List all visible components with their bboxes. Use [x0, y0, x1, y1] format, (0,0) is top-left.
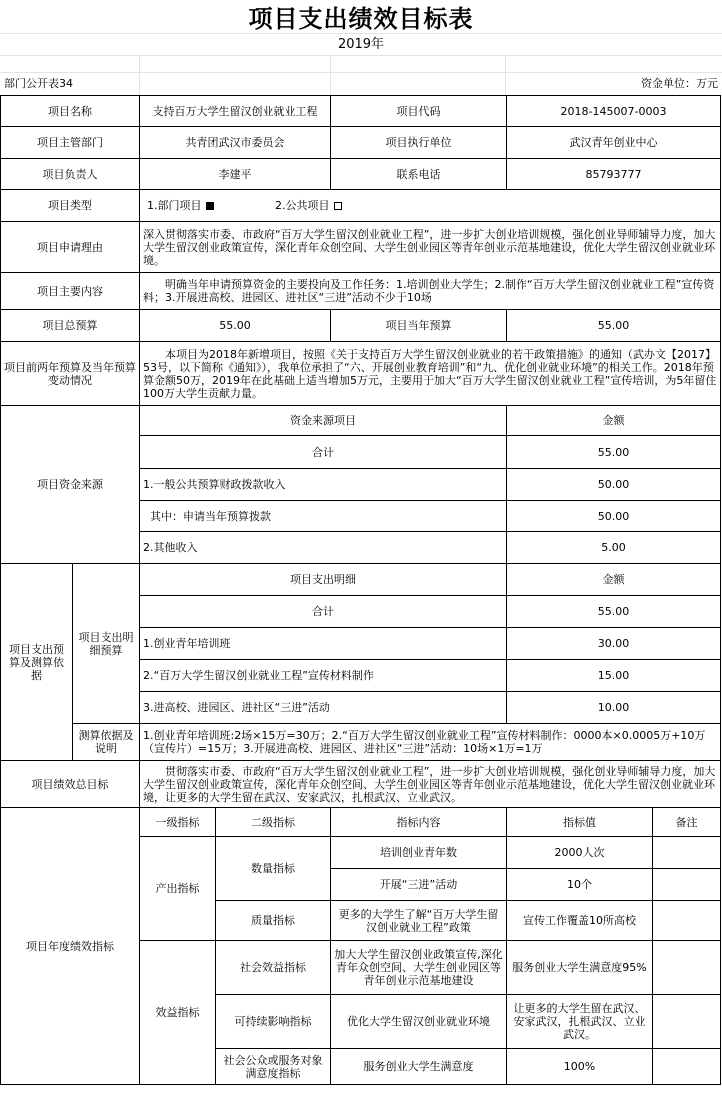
dept-table-number: 部门公开表34: [4, 77, 73, 90]
indicator-note[interactable]: [653, 901, 721, 941]
performance-table: [0, 95, 721, 1085]
current-budget-label: 项目当年预算: [331, 310, 507, 342]
perf-goal-value[interactable]: 贯彻落实市委、市政府“百万大学生留汉创业就业工程”，进一步扩大创业培训规模，强化创业导师辅导力度，加大大学生留汉创业政策宣传，深化青年众创空间、大学生创业园区等青年创业示范基地建设，优化大学生留汉创业就业环境，让更多的大学生留在武汉、安家武汉，扎根武汉、立业武汉。: [140, 761, 721, 808]
type-option-public: 2.公共项目: [275, 199, 330, 212]
current-budget-value[interactable]: 55.00: [507, 310, 721, 342]
expense-row-label: 1.创业青年培训班: [140, 628, 507, 660]
type-options: [140, 190, 721, 222]
dept-label: 项目主管部门: [1, 127, 140, 159]
funding-row-amount[interactable]: 55.00: [507, 436, 721, 469]
currency-unit: 资金单位：万元: [641, 77, 718, 90]
indicator-value[interactable]: 100%: [507, 1049, 653, 1085]
ind-header-note: 备注: [653, 808, 721, 837]
reason-label: 项目申请理由: [1, 222, 140, 273]
expense-row-label: 2.“百万大学生留汉创业就业工程”宣传材料制作: [140, 660, 507, 692]
expense-row-amount[interactable]: 30.00: [507, 628, 721, 660]
phone-label: 联系电话: [331, 159, 507, 190]
dept-project-checkbox[interactable]: [206, 202, 214, 210]
expense-row-amount[interactable]: 55.00: [507, 596, 721, 628]
indicator-content[interactable]: 加大大学生留汉创业政策宣传,深化青年众创空间、大学生创业园区等青年创业示范基地建设: [331, 941, 507, 995]
project-code-label: 项目代码: [331, 96, 507, 127]
page-title: 项目支出绩效目标表: [248, 5, 474, 33]
indicator-note[interactable]: [653, 941, 721, 995]
funding-row-amount[interactable]: 5.00: [507, 532, 721, 564]
quantity-indicator: 数量指标: [216, 837, 331, 901]
indicator-value[interactable]: 宣传工作覆盖10所高校: [507, 901, 653, 941]
quality-indicator: 质量指标: [216, 901, 331, 941]
funding-row-label: 2.其他收入: [140, 532, 507, 564]
funding-row-amount[interactable]: 50.00: [507, 501, 721, 532]
indicator-note[interactable]: [653, 1049, 721, 1085]
expense-detail-label: 项目支出明细预算: [73, 564, 140, 724]
type-option-dept: 1.部门项目: [147, 199, 202, 212]
indicator-content[interactable]: 开展“三进”活动: [331, 869, 507, 901]
total-budget-value[interactable]: 55.00: [140, 310, 331, 342]
sustain-indicator: 可持续影响指标: [216, 995, 331, 1049]
satisfaction-indicator: 社会公众或服务对象满意度指标: [216, 1049, 331, 1085]
gridline: [139, 55, 140, 95]
gridline: [0, 55, 722, 56]
phone-value[interactable]: 85793777: [507, 159, 721, 190]
gridline: [505, 55, 506, 95]
funding-source-label: 项目资金来源: [1, 406, 140, 564]
funding-row-amount[interactable]: 50.00: [507, 469, 721, 501]
indicator-value[interactable]: 服务创业大学生满意度95%: [507, 941, 653, 995]
gridline: [330, 55, 331, 95]
basis-value[interactable]: 1.创业青年培训班:2场×15万=30万；2.“百万大学生留汉创业就业工程”宣传材料制作：0000本×0.0005万+10万（宣传片）=15万；3.开展进高校、进园区、进社区“三进”活动：10场×1万=1万: [140, 724, 721, 761]
project-name-value[interactable]: 支持百万大学生留汉创业就业工程: [140, 96, 331, 127]
project-name-label: 项目名称: [1, 96, 140, 127]
year-label: 2019年: [337, 37, 385, 52]
annual-indicators-label: 项目年度绩效指标: [1, 808, 140, 1085]
ind-header-content: 指标内容: [331, 808, 507, 837]
leader-label: 项目负责人: [1, 159, 140, 190]
funding-row-label: 其中：申请当年预算拨款: [140, 501, 507, 532]
funding-header-item: 资金来源项目: [140, 406, 507, 436]
indicator-content[interactable]: 优化大学生留汉创业就业环境: [331, 995, 507, 1049]
social-indicator: 社会效益指标: [216, 941, 331, 995]
expense-row-amount[interactable]: 15.00: [507, 660, 721, 692]
indicator-content[interactable]: 服务创业大学生满意度: [331, 1049, 507, 1085]
basis-label: 测算依据及说明: [73, 724, 140, 761]
funding-header-amount: 金额: [507, 406, 721, 436]
output-indicator: 产出指标: [140, 837, 216, 941]
public-project-checkbox[interactable]: [334, 202, 342, 210]
benefit-indicator: 效益指标: [140, 941, 216, 1085]
change-value[interactable]: 本项目为2018年新增项目，按照《关于支持百万大学生留汉创业就业的若干政策措施》的通知（武办文【2017】53号，以下简称《通知》），我单位承担了“六、开展创业教育培训”和“九、优化创业就业环境”的相关工作。2018年预算金额50万，2019年在此基础上适当增加5万元，主要用于加大“百万大学生留汉创业就业工程”宣传培训，为5年留住100万大学生贡献力量。: [140, 342, 721, 406]
indicator-note[interactable]: [653, 995, 721, 1049]
expense-row-label: 合计: [140, 596, 507, 628]
content-label: 项目主要内容: [1, 273, 140, 310]
expense-header-amount: 金额: [507, 564, 721, 596]
indicator-value[interactable]: 让更多的大学生留在武汉、安家武汉，扎根武汉、立业武汉。: [507, 995, 653, 1049]
exec-unit-value[interactable]: 武汉青年创业中心: [507, 127, 721, 159]
indicator-value[interactable]: 2000人次: [507, 837, 653, 869]
total-budget-label: 项目总预算: [1, 310, 140, 342]
gridline: [0, 72, 722, 73]
funding-row-label: 合计: [140, 436, 507, 469]
expense-row-label: 3.进高校、进园区、进社区“三进”活动: [140, 692, 507, 724]
type-label: 项目类型: [1, 190, 140, 222]
indicator-note[interactable]: [653, 869, 721, 901]
ind-header-value: 指标值: [507, 808, 653, 837]
project-code-value[interactable]: 2018-145007-0003: [507, 96, 721, 127]
dept-value[interactable]: 共青团武汉市委员会: [140, 127, 331, 159]
leader-value[interactable]: 李建平: [140, 159, 331, 190]
change-label: 项目前两年预算及当年预算变动情况: [1, 342, 140, 406]
content-value[interactable]: 明确当年申请预算资金的主要投向及工作任务：1.培训创业大学生；2.制作“百万大学生留汉创业就业工程”宣传资料；3.开展进高校、进园区、进社区“三进”活动不少于10场: [140, 273, 721, 310]
ind-header-level2: 二级指标: [216, 808, 331, 837]
ind-header-level1: 一级指标: [140, 808, 216, 837]
expense-header-item: 项目支出明细: [140, 564, 507, 596]
indicator-content[interactable]: 更多的大学生了解“百万大学生留汉创业就业工程”政策: [331, 901, 507, 941]
funding-row-label: 1.一般公共预算财政拨款收入: [140, 469, 507, 501]
exec-unit-label: 项目执行单位: [331, 127, 507, 159]
expense-label: 项目支出预算及测算依据: [1, 564, 73, 761]
indicator-content[interactable]: 培训创业青年数: [331, 837, 507, 869]
indicator-note[interactable]: [653, 837, 721, 869]
perf-goal-label: 项目绩效总目标: [1, 761, 140, 808]
reason-value[interactable]: 深入贯彻落实市委、市政府“百万大学生留汉创业就业工程”，进一步扩大创业培训规模，强化创业导师辅导力度，加大大学生留汉创业政策宣传，深化青年众创空间、大学生创业园区等青年创业示范基地建设，优化大学生留汉创业就业环境。: [140, 222, 721, 273]
expense-row-amount[interactable]: 10.00: [507, 692, 721, 724]
indicator-value[interactable]: 10个: [507, 869, 653, 901]
